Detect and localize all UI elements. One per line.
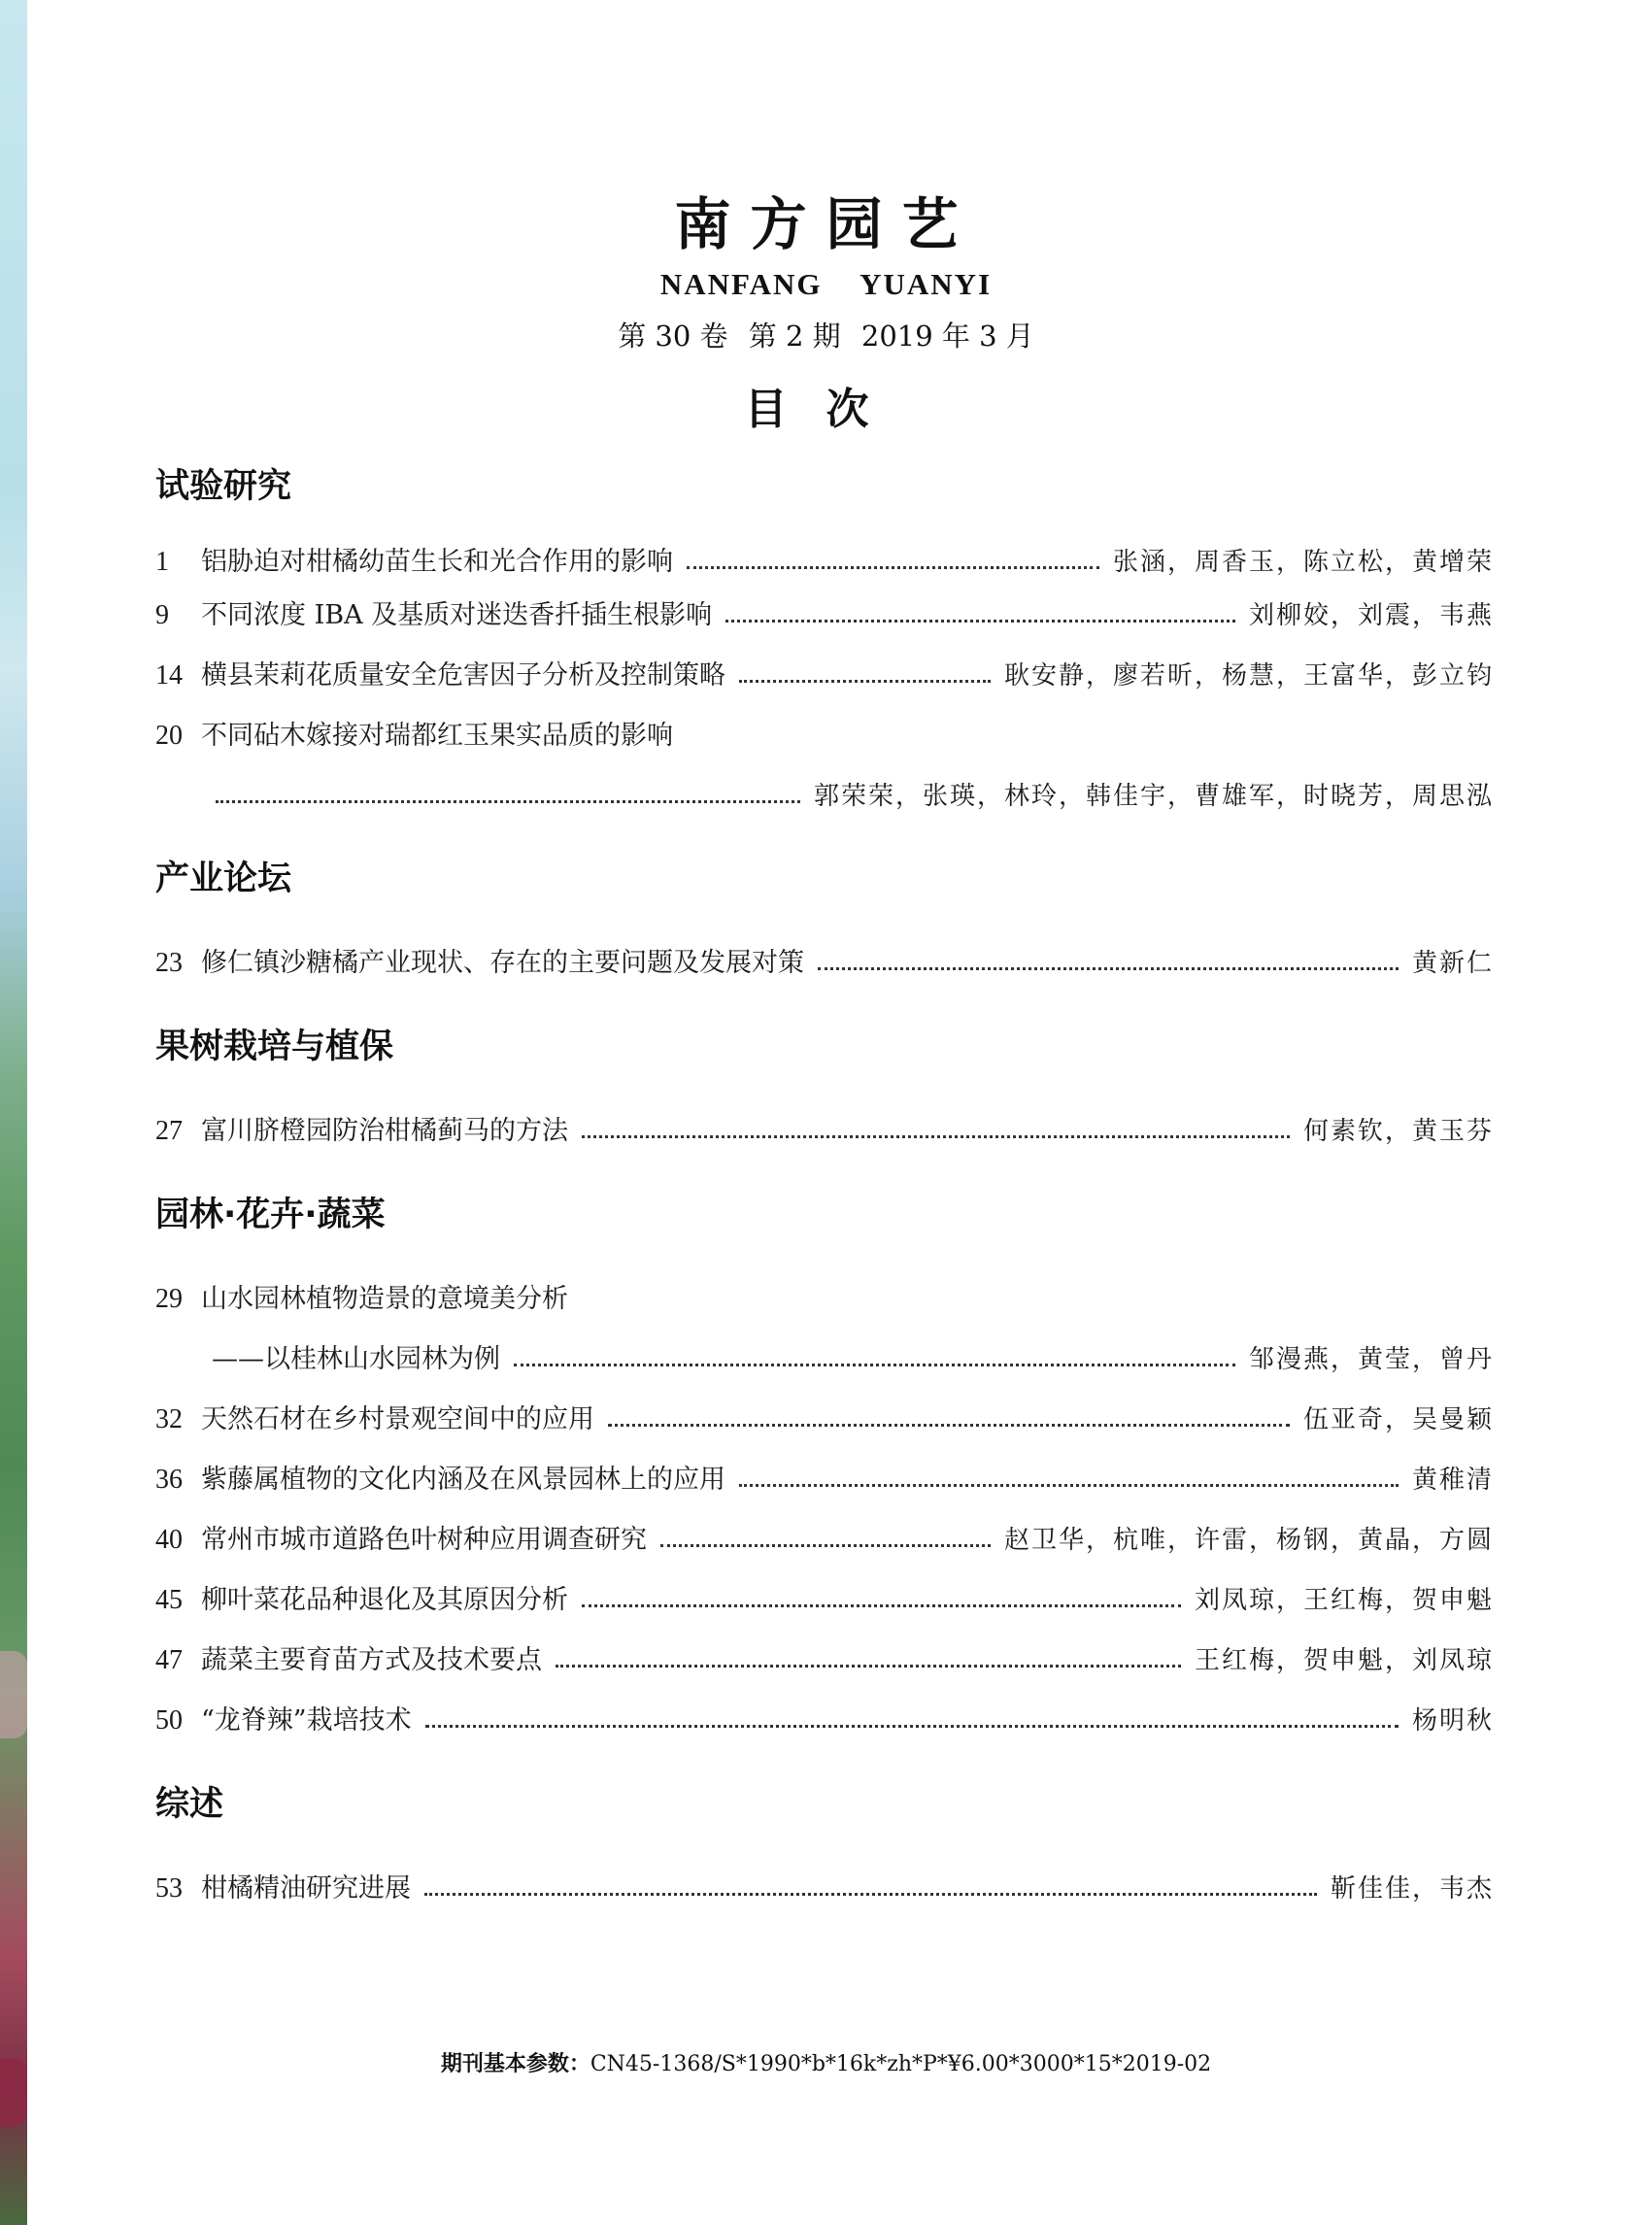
entry-title[interactable]: 常州市城市道路色叶树种应用调查研究	[201, 1525, 647, 1555]
entry-page: 40	[155, 1525, 183, 1555]
dot-leader	[725, 620, 1235, 623]
toc-title: 目次	[744, 385, 908, 434]
entry-authors: 黄新仁	[1411, 949, 1494, 978]
entry-title[interactable]: 修仁镇沙糖橘产业现状、存在的主要问题及发展对策	[201, 948, 804, 978]
entry-title[interactable]: 横县茉莉花质量安全危害因子分析及控制策略	[201, 660, 725, 691]
entry-page: 36	[155, 1465, 183, 1495]
entry-title[interactable]: 天然石材在乡村景观空间中的应用	[201, 1404, 594, 1434]
issue-date: 2019 年 3 月	[860, 320, 1034, 353]
toc-entry[interactable]	[155, 1276, 1494, 1315]
issue-line	[0, 315, 1652, 354]
entry-title[interactable]: 不同浓度 IBA 及基质对迷迭香扦插生根影响	[201, 600, 713, 630]
toc-entry[interactable]	[155, 653, 1494, 691]
entry-authors: 邹漫燕，黄莹，曾丹	[1248, 1345, 1494, 1374]
dot-leader	[216, 800, 800, 803]
dot-leader	[424, 1893, 1317, 1896]
toc-entry[interactable]	[155, 1517, 1494, 1556]
section-heading: 产业论坛	[155, 860, 292, 898]
entry-page: 45	[155, 1585, 183, 1615]
toc-entry[interactable]	[155, 1577, 1494, 1616]
toc-entry[interactable]	[155, 1866, 1494, 1905]
toc-entry[interactable]	[155, 1457, 1494, 1496]
journal-parameters	[0, 2047, 1652, 2077]
volume: 第 30 卷	[618, 320, 728, 353]
entry-authors: 伍亚奇，吴曼颖	[1302, 1405, 1494, 1434]
entry-page: 14	[155, 660, 183, 691]
parameters-value: CN45-1368/S*1990*b*16k*zh*P*¥6.00*3000*15*2019-02	[590, 2052, 1212, 2076]
entry-page: 29	[155, 1284, 183, 1314]
issue-number: 第 2 期	[748, 320, 841, 353]
section-heading: 果树栽培与植保	[155, 1028, 394, 1066]
flower-decoration	[0, 1651, 27, 1738]
entry-authors: 杨明秋	[1411, 1706, 1494, 1736]
entry-title[interactable]: 山水园林植物造景的意境美分析	[201, 1284, 568, 1314]
entry-title[interactable]: 铝胁迫对柑橘幼苗生长和光合作用的影响	[201, 547, 673, 577]
entry-title[interactable]: 富川脐橙园防治柑橘蓟马的方法	[201, 1116, 568, 1146]
entry-authors: 王红梅，贺申魁，刘凤琼	[1194, 1646, 1494, 1675]
dot-leader	[608, 1424, 1290, 1427]
entry-title[interactable]: 柑橘精油研究进展	[201, 1873, 411, 1904]
entry-page: 9	[155, 600, 169, 630]
entry-page: 32	[155, 1404, 183, 1434]
section-heading: 试验研究	[155, 467, 292, 506]
entry-authors: 赵卫华，杭唯，许雷，杨钢，黄晶，方圆	[1003, 1526, 1494, 1555]
toc-entry[interactable]	[155, 1698, 1494, 1736]
toc-entry-continuation	[216, 773, 1494, 812]
dot-leader	[660, 1544, 991, 1547]
entry-authors: 刘凤琼，王红梅，贺申魁	[1194, 1586, 1494, 1615]
entry-authors: 靳佳佳，韦杰	[1330, 1874, 1494, 1904]
entry-page: 50	[155, 1705, 183, 1736]
entry-page: 23	[155, 948, 183, 978]
section-heading: 园林·花卉·蔬菜	[155, 1196, 386, 1234]
journal-title-cn: 南方园艺	[674, 191, 978, 257]
entry-page: 27	[155, 1116, 183, 1146]
toc-entry[interactable]	[155, 1637, 1494, 1676]
dot-leader	[818, 967, 1399, 970]
journal-title-en: NANFANG YUANYI	[659, 267, 993, 301]
toc-entry[interactable]	[155, 592, 1494, 631]
entry-title[interactable]: 不同砧木嫁接对瑞都红玉果实品质的影响	[201, 721, 673, 751]
toc-entry[interactable]	[155, 940, 1494, 979]
section-heading: 综述	[155, 1785, 224, 1824]
entry-authors: 张涵，周香玉，陈立松，黄增荣	[1112, 548, 1494, 577]
entry-title[interactable]: 蔬菜主要育苗方式及技术要点	[201, 1645, 542, 1675]
toc-entry[interactable]	[155, 1397, 1494, 1435]
entry-title[interactable]: “龙脊辣”栽培技术	[201, 1705, 412, 1736]
entry-subtitle[interactable]: ——以桂林山水园林为例	[212, 1344, 500, 1374]
entry-authors: 黄稚清	[1411, 1466, 1494, 1495]
entry-page: 1	[155, 547, 169, 577]
entry-title[interactable]: 柳叶菜花品种退化及其原因分析	[201, 1585, 568, 1615]
entry-authors: 刘柳姣，刘震，韦燕	[1248, 601, 1494, 630]
dot-leader	[687, 566, 1099, 569]
toc-entry[interactable]	[155, 713, 1494, 752]
entry-title[interactable]: 紫藤属植物的文化内涵及在风景园林上的应用	[201, 1465, 725, 1495]
entry-page: 20	[155, 721, 183, 751]
entry-authors: 耿安静，廖若昕，杨慧，王富华，彭立钧	[1003, 661, 1494, 691]
dot-leader	[556, 1665, 1181, 1668]
toc-entry[interactable]	[155, 1108, 1494, 1147]
entry-page: 53	[155, 1873, 183, 1904]
dot-leader	[425, 1725, 1399, 1728]
toc-entry-continuation	[212, 1336, 1494, 1375]
entry-page: 47	[155, 1645, 183, 1675]
dot-leader	[514, 1364, 1235, 1366]
entry-authors: 郭荣荣，张瑛，林玲，韩佳宇，曹雄军，时晓芳，周思泓	[813, 782, 1494, 811]
dot-leader	[739, 1484, 1399, 1487]
parameters-label: 期刊基本参数：	[440, 2052, 590, 2076]
dot-leader	[582, 1604, 1181, 1607]
entry-authors: 何素钦，黄玉芬	[1302, 1117, 1494, 1146]
dot-leader	[582, 1135, 1290, 1138]
toc-entry[interactable]	[155, 539, 1494, 578]
dot-leader	[739, 680, 991, 683]
